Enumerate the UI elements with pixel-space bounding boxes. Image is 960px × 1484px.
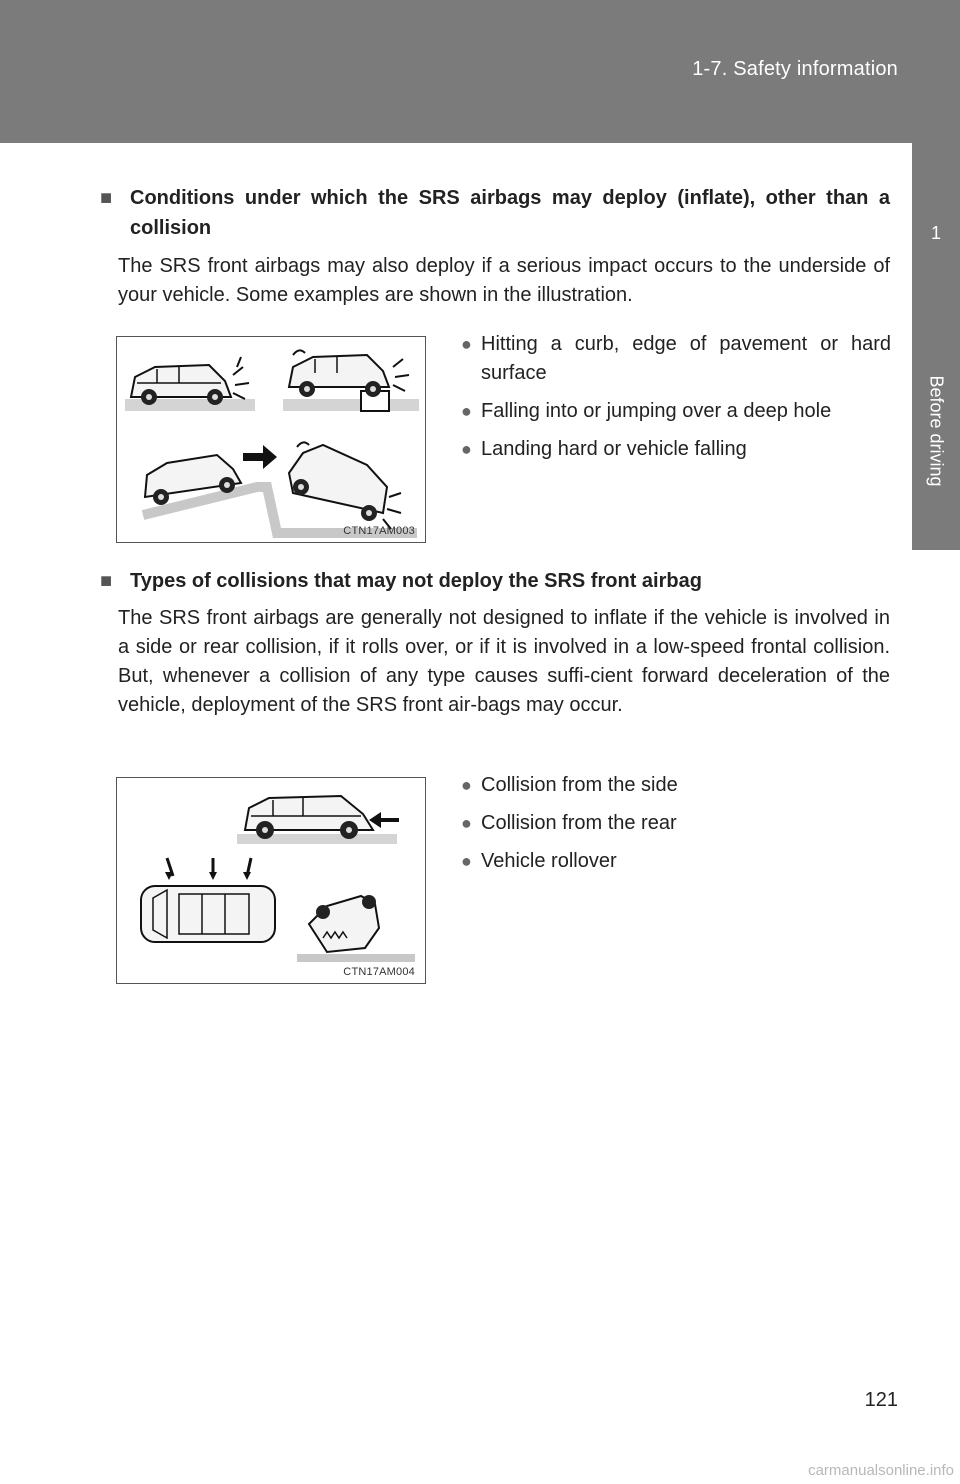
list-item: ● Falling into or jumping over a deep hole xyxy=(461,397,891,426)
section-body-conditions: The SRS front airbags may also deploy if a serious impact occurs to the underside of your vehicle. Some examples are shown in the illustration. xyxy=(118,255,890,306)
chapter-number: 1 xyxy=(930,223,941,243)
illustration-underside-impacts xyxy=(116,336,426,543)
figure-code: CTN17AM004 xyxy=(343,966,415,978)
bullet-list-deploy-conditions xyxy=(461,330,891,473)
list-item: ● Collision from the side xyxy=(461,771,891,800)
square-bullet-icon: ■ xyxy=(100,570,113,592)
section-heading-collision-types xyxy=(100,566,890,596)
collision-type-illustration xyxy=(117,778,425,983)
section-heading-text: Types of collisions that may not deploy the SRS front airbag xyxy=(130,570,702,592)
square-bullet-icon: ■ xyxy=(100,187,113,209)
list-item: ● Hitting a curb, edge of pavement or hard surface xyxy=(461,330,891,388)
list-item: ● Collision from the rear xyxy=(461,809,891,838)
circle-bullet-icon: ● xyxy=(461,401,472,421)
vehicle-impact-illustration xyxy=(117,337,425,542)
section-body-collision-types: The SRS front airbags are generally not designed to inflate if the vehicle is involved in a side or rear collision, if it rolls over, or if it is involved in a low-speed frontal collision. But, whenever a collision of any type causes suffi-cient forward deceleration of the vehicle, deployment of the SRS front air-bags may occur. xyxy=(118,607,890,716)
circle-bullet-icon: ● xyxy=(461,813,472,833)
watermark-text: carmanualsonline.info xyxy=(808,1462,954,1479)
section-heading-text: Conditions under which the SRS airbags may deploy (inflate), other than a collision xyxy=(130,187,890,239)
circle-bullet-icon: ● xyxy=(461,334,472,354)
chapter-label: Before driving xyxy=(926,375,947,487)
section-heading-conditions xyxy=(100,183,890,243)
page-header xyxy=(0,0,960,143)
bullet-list-collision-types xyxy=(461,771,891,885)
circle-bullet-icon: ● xyxy=(461,775,472,795)
list-item: ● Landing hard or vehicle falling xyxy=(461,435,891,464)
illustration-collision-types xyxy=(116,777,426,984)
chapter-tab xyxy=(912,143,960,550)
circle-bullet-icon: ● xyxy=(461,439,472,459)
list-item: ● Vehicle rollover xyxy=(461,847,891,876)
section-title: 1-7. Safety information xyxy=(692,58,898,80)
page-number: 121 xyxy=(864,1389,898,1411)
circle-bullet-icon: ● xyxy=(461,851,472,871)
figure-code: CTN17AM003 xyxy=(343,525,415,537)
